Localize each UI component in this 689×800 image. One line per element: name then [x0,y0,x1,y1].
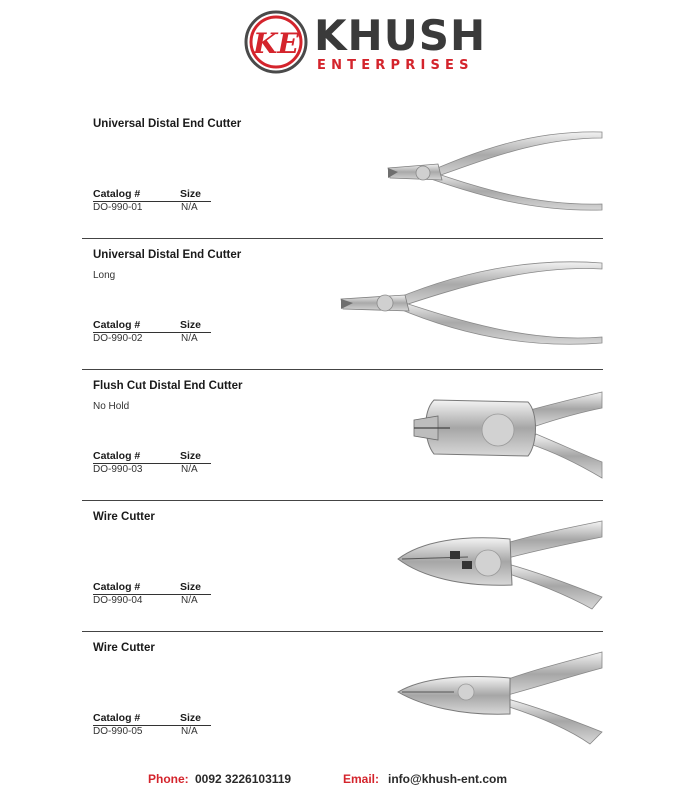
logo-text: KE [253,27,299,60]
product-title: Flush Cut Distal End Cutter [93,380,243,392]
catalog-number: DO-990-02 [93,333,143,344]
product-row [0,370,689,501]
header [0,0,689,92]
size-label: Size [180,319,202,331]
product-row [0,501,689,632]
email-label: Email: [343,772,380,786]
phone-label: Phone: [148,772,189,786]
catalog-label: Catalog # [93,188,141,200]
size-value: N/A [181,202,198,213]
company-logo-icon [244,10,308,74]
catalog-number: DO-990-03 [93,464,143,475]
product-row [0,108,689,239]
plier-icon [335,249,605,359]
catalog-label: Catalog # [93,581,141,593]
catalog-label: Catalog # [93,319,141,331]
size-value: N/A [181,726,198,737]
footer-contact [0,772,689,792]
size-value: N/A [181,595,198,606]
catalog-number: DO-990-05 [93,726,143,737]
size-value: N/A [181,464,198,475]
email-link[interactable]: info@khush-ent.com [388,772,508,786]
catalog-number: DO-990-04 [93,595,143,606]
product-title: Wire Cutter [93,511,155,523]
product-row [0,239,689,370]
size-label: Size [180,712,202,724]
cutter-icon [392,648,605,748]
product-title: Wire Cutter [93,642,155,654]
catalog-label: Catalog # [93,712,141,724]
product-title: Universal Distal End Cutter [93,118,242,130]
phone-number[interactable]: 0092 3226103119 [195,772,292,786]
product-row [0,632,689,763]
product-subtitle: No Hold [93,401,130,412]
size-label: Size [180,188,202,200]
catalog-label: Catalog # [93,450,141,462]
brand-tagline: ENTERPRISES [317,58,474,73]
product-subtitle: Long [93,270,116,281]
size-value: N/A [181,333,198,344]
product-title: Universal Distal End Cutter [93,249,242,261]
brand-name: KHUSH [314,11,487,60]
catalog-number: DO-990-01 [93,202,143,213]
cutter-icon [392,515,605,615]
size-label: Size [180,450,202,462]
size-label: Size [180,581,202,593]
cutter-icon [410,388,605,488]
plier-icon [380,122,605,217]
